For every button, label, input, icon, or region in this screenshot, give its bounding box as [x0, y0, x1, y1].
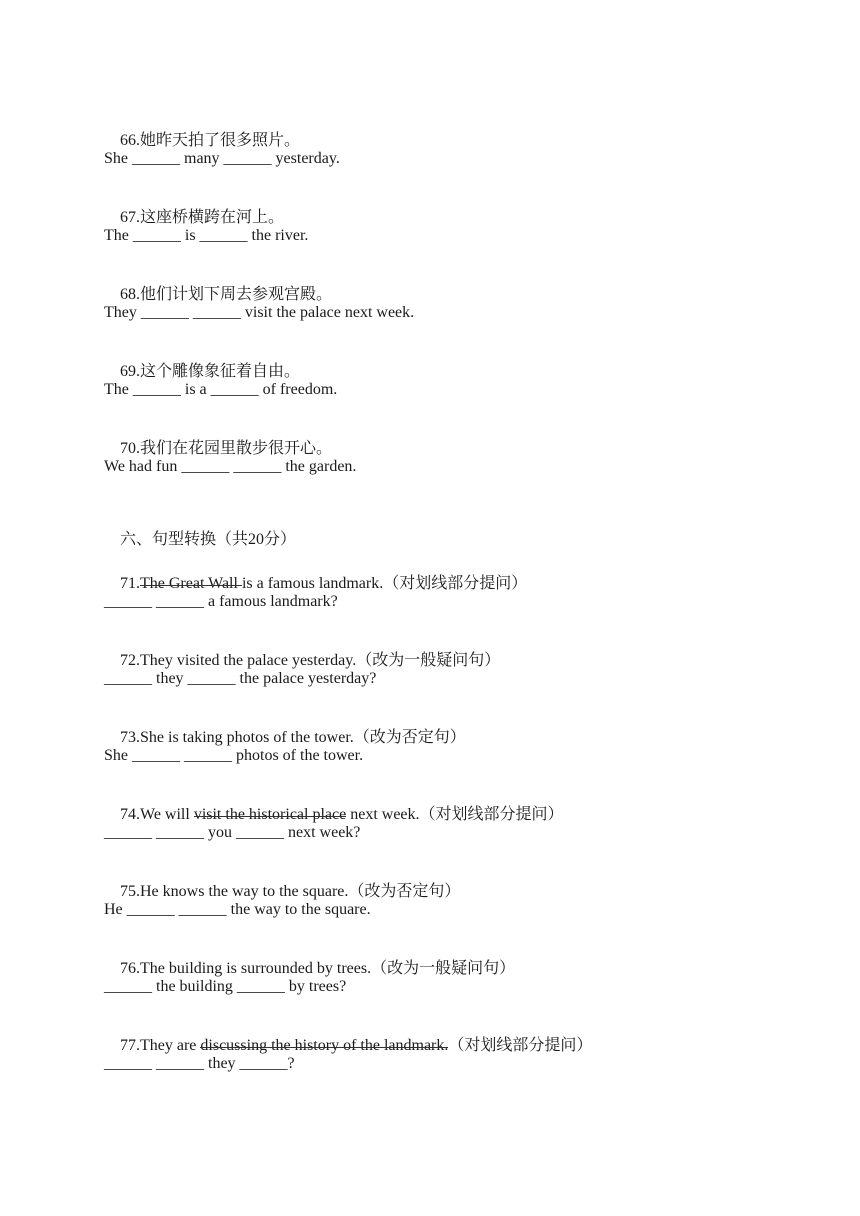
question-number: 71. — [120, 575, 140, 592]
instruction: （改为否定句） — [353, 727, 466, 746]
question-prompt: 这座桥横跨在河上。 — [140, 207, 285, 226]
instruction: （对划线部分提问） — [383, 573, 528, 592]
instruction: （改为一般疑问句） — [371, 958, 516, 977]
question-number: 75. — [120, 883, 140, 900]
question-prompt: 她昨天拍了很多照片。 — [140, 130, 301, 149]
sentence-pre: The building is surrounded by trees. — [140, 960, 372, 977]
underlined-part: The Great Wall — [140, 575, 242, 592]
question-number: 72. — [120, 652, 140, 669]
answer-line-71: ______ ______ a famous landmark? — [104, 593, 338, 610]
question-number: 67. — [120, 209, 140, 226]
sentence-post: is a famous landmark. — [241, 575, 384, 592]
question-prompt: 这个雕像象征着自由。 — [140, 361, 301, 380]
question-prompt: 我们在花园里散步很开心。 — [140, 438, 333, 457]
section-title-suffix: 分） — [264, 529, 297, 548]
sentence-pre: We will — [140, 806, 194, 823]
question-number: 76. — [120, 960, 140, 977]
underlined-part: visit the historical place — [193, 806, 347, 823]
answer-line-76: ______ the building ______ by trees? — [104, 978, 347, 995]
instruction: （对划线部分提问） — [448, 1035, 593, 1054]
question-number: 69. — [120, 363, 140, 380]
underlined-part: discussing the history of the landmark. — [200, 1037, 449, 1054]
sentence-pre: He knows the way to the square. — [140, 883, 349, 900]
question-number: 73. — [120, 729, 140, 746]
question-number: 77. — [120, 1037, 140, 1054]
section-points: 20 — [248, 531, 265, 548]
answer-line-69: The ______ is a ______ of freedom. — [104, 381, 338, 398]
question-prompt: 他们计划下周去参观宫殿。 — [140, 284, 333, 303]
question-number: 74. — [120, 806, 140, 823]
sentence-pre: She is taking photos of the tower. — [140, 729, 354, 746]
answer-line-72: ______ they ______ the palace yesterday? — [104, 670, 377, 687]
instruction: （改为一般疑问句） — [356, 650, 501, 669]
answer-line-70: We had fun ______ ______ the garden. — [104, 458, 357, 475]
answer-line-73: She ______ ______ photos of the tower. — [104, 747, 364, 764]
sentence-pre: They visited the palace yesterday. — [140, 652, 357, 669]
section-title-prefix: 六、句型转换（共 — [120, 529, 249, 548]
instruction: （对划线部分提问） — [419, 804, 564, 823]
answer-line-66: She ______ many ______ yesterday. — [104, 150, 340, 167]
instruction: （改为否定句） — [348, 881, 461, 900]
question-number: 70. — [120, 440, 140, 457]
answer-line-75: He ______ ______ the way to the square. — [104, 901, 371, 918]
answer-line-74: ______ ______ you ______ next week? — [104, 824, 361, 841]
answer-line-77: ______ ______ they ______? — [104, 1055, 295, 1072]
answer-line-68: They ______ ______ visit the palace next week. — [104, 304, 415, 321]
sentence-post: next week. — [346, 806, 420, 823]
question-number: 68. — [120, 286, 140, 303]
sentence-pre: They are — [140, 1037, 201, 1054]
answer-line-67: The ______ is ______ the river. — [104, 227, 309, 244]
question-number: 66. — [120, 132, 140, 149]
